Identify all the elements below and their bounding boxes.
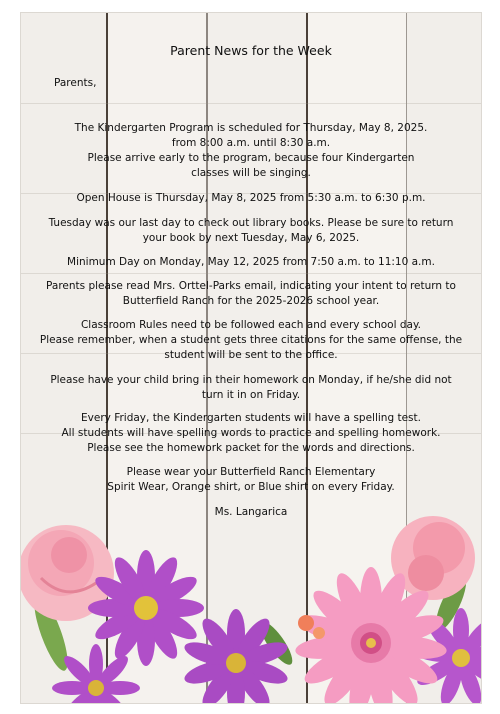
- newsletter-card: [20, 12, 482, 704]
- paragraph-homework: Please have your child bring in their homework on Monday, if he/she did not turn it in on Friday.: [50, 374, 452, 401]
- flower-decoration: [21, 483, 481, 703]
- paragraph-classroom-rules: Classroom Rules need to be followed each and every school day. Please remember, when a student gets three citations for the same offense, the student will be sent to the office.: [39, 319, 463, 361]
- paragraph-library-books: Tuesday was our last day to check out library books. Please be sure to return your book by next Tuesday, May 6, 2025.: [48, 217, 454, 244]
- newsletter-title: Parent News for the Week: [170, 43, 332, 58]
- paragraph-kindergarten-program: The Kindergarten Program is scheduled for Thursday, May 8, 2025. from 8:00 a.m. until 8:30 a.m. Please arrive early to the program, because four Kindergarten classes will be singing.: [74, 122, 428, 179]
- purple-daisy-icon: [182, 609, 290, 703]
- paragraph-intent-to-return: Parents please read Mrs. Orttel-Parks email, indicating your intent to return to Butterfield Ranch for the 2025-2026 school year.: [46, 280, 456, 307]
- paragraph-minimum-day: Minimum Day on Monday, May 12, 2025 from 7:50 a.m. to 11:10 a.m.: [67, 256, 435, 268]
- paragraph-open-house: Open House is Thursday, May 8, 2025 from 5:30 a.m. to 6:30 p.m.: [76, 192, 426, 204]
- paragraph-spirit-wear: Please wear your Butterfield Ranch Elementary Spirit Wear, Orange shirt, or Blue shirt on every Friday.: [107, 466, 395, 493]
- paragraph-spelling-test: Every Friday, the Kindergarten students will have a spelling test. All students will have spelling words to practice and spelling homework. Please see the homework packet for the words and directions.: [61, 412, 441, 454]
- signature: Ms. Langarica: [214, 506, 288, 518]
- salutation: Parents,: [54, 77, 97, 89]
